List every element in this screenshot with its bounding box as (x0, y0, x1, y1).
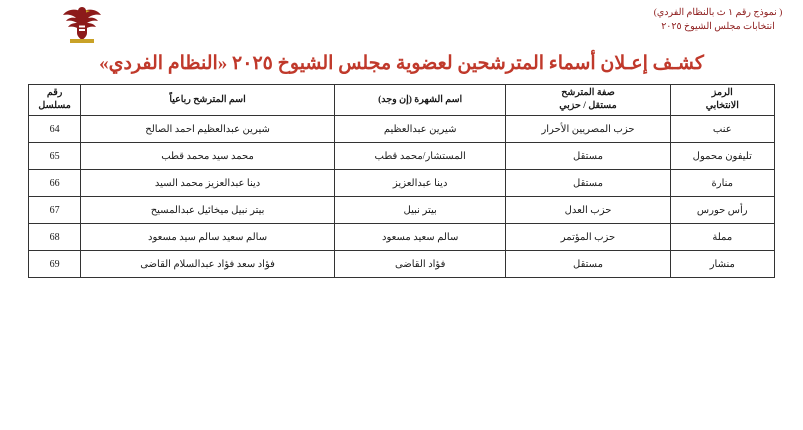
cell-serial: 64 (29, 116, 81, 143)
cell-name: بيتر نبيل ميخائيل عبدالمسيح (81, 197, 335, 224)
cell-serial: 69 (29, 251, 81, 278)
table-row (29, 143, 775, 170)
column-header-serial-line-1: رقم (46, 88, 63, 99)
table-row (29, 116, 775, 143)
column-header-symbol-line-2: الانتخابي (705, 101, 739, 111)
cell-name: محمد سيد محمد قطب (81, 143, 335, 170)
column-header-capacity-line-2: مستقل / حزبي (559, 101, 617, 111)
document-header (0, 0, 803, 48)
candidates-table-container (28, 84, 775, 278)
cell-symbol: منشار (670, 251, 774, 278)
cell-symbol: تليفون محمول (670, 143, 774, 170)
cell-fame: المستشار/محمد قطب (334, 143, 506, 170)
cell-symbol: عنب (670, 116, 774, 143)
table-row (29, 170, 775, 197)
cell-serial: 67 (29, 197, 81, 224)
cell-capacity: حزب المصريين الأحرار (506, 116, 670, 143)
column-header-capacity-line-1: صفة المترشح (561, 88, 615, 99)
cell-serial: 65 (29, 143, 81, 170)
cell-serial: 68 (29, 224, 81, 251)
cell-name: فؤاد سعد فؤاد عبدالسلام القاضى (81, 251, 335, 278)
cell-capacity: حزب المؤتمر (506, 224, 670, 251)
cell-capacity: حزب العدل (506, 197, 670, 224)
table-body (29, 116, 775, 278)
form-note-line-1: ( نموذج رقم ١ ث بالنظام الفردي) (653, 8, 783, 18)
table-row (29, 251, 775, 278)
candidates-table (28, 84, 775, 278)
column-header-serial-line-2: مسلسل (38, 101, 71, 111)
column-header-fame: اسم الشهرة (إن وجد) (334, 85, 506, 116)
form-note-line-2: انتخابات مجلس الشيوخ ٢٠٢٥ (661, 22, 775, 33)
cell-serial: 66 (29, 170, 81, 197)
cell-symbol: منارة (670, 170, 774, 197)
cell-symbol: مملة (670, 224, 774, 251)
column-header-symbol (670, 85, 774, 116)
page-title: كشـف إعـلان أسماء المترشحين لعضوية مجلس الشيوخ ٢٠٢٥ «النظام الفردي» (99, 53, 704, 74)
column-header-name: اسم المترشح رباعياً (81, 85, 335, 116)
cell-name: سالم سعيد سالم سيد مسعود (81, 224, 335, 251)
cell-capacity: مستقل (506, 143, 670, 170)
column-header-serial (29, 85, 81, 116)
cell-capacity: مستقل (506, 251, 670, 278)
cell-fame: بيتر نبيل (334, 197, 506, 224)
cell-fame: فؤاد القاضى (334, 251, 506, 278)
cell-fame: دينا عبدالعزيز (334, 170, 506, 197)
table-row (29, 197, 775, 224)
cell-fame: شيرين عبدالعظيم (334, 116, 506, 143)
cell-symbol: رأس حورس (670, 197, 774, 224)
form-reference-note (643, 6, 793, 35)
cell-capacity: مستقل (506, 170, 670, 197)
table-header (29, 85, 775, 116)
table-header-row (29, 85, 775, 116)
column-header-capacity (506, 85, 670, 116)
table-row (29, 224, 775, 251)
cell-name: شيرين عبدالعظيم احمد الصالح (81, 116, 335, 143)
cell-fame: سالم سعيد مسعود (334, 224, 506, 251)
cell-name: دينا عبدالعزيز محمد السيد (81, 170, 335, 197)
column-header-symbol-line-1: الرمز (711, 88, 733, 99)
egypt-eagle-emblem-icon (60, 4, 104, 44)
